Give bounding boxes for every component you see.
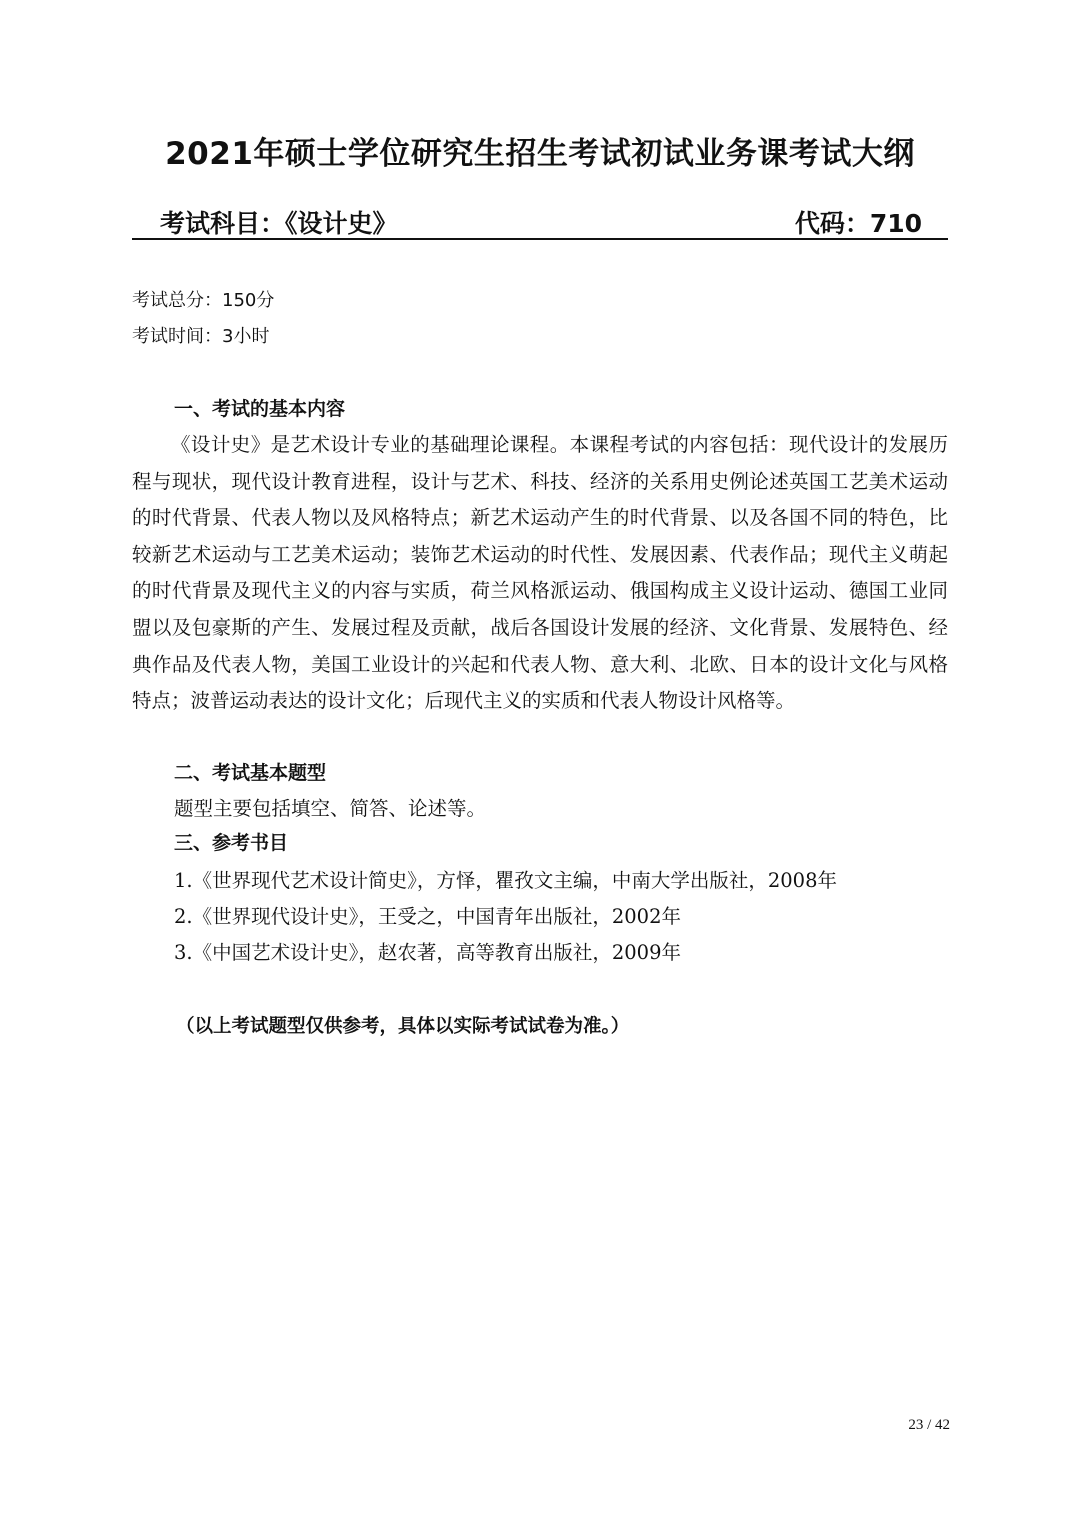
exam-code: 代码：710: [794, 209, 922, 238]
section-heading-references: 三、参考书目: [174, 832, 289, 854]
page-number: 23 / 42: [908, 1417, 950, 1433]
exam-time: 考试时间：3小时: [132, 326, 270, 347]
question-types-text: 题型主要包括填空、简答、论述等。: [174, 797, 487, 820]
reference-item: 1.《世界现代艺术设计简史》，方怿，瞿孜文主编，中南大学出版社，2008年: [174, 869, 837, 892]
exam-subject: 考试科目：《设计史》: [160, 209, 398, 238]
exam-note: （以上考试题型仅供参考，具体以实际考试试卷为准。）: [176, 1016, 630, 1037]
section-heading-question-types: 二、考试基本题型: [174, 762, 327, 784]
subject-row: [132, 204, 948, 240]
total-score: 考试总分：150分: [132, 290, 275, 311]
reference-item: 3.《中国艺术设计史》，赵农著，高等教育出版社，2009年: [174, 941, 681, 964]
section-heading-content: 一、考试的基本内容: [174, 398, 346, 420]
document-title: 2021年硕士学位研究生招生考试初试业务课考试大纲: [165, 136, 915, 172]
content-paragraph: 《设计史》是艺术设计专业的基础理论课程。本课程考试的内容包括：现代设计的发展历程与现状，现代设计教育进程，设计与艺术、科技、经济的关系用史例论述英国工艺美术运动的时代背景、代表人物以及风格特点；新艺术运动产生的时代背景、以及各国不同的特色，比较新艺术运动与工艺美术运动；装饰艺术运动的时代性、发展因素、代表作品；现代主义萌起的时代背景及现代主义的内容与实质，荷兰风格派运动、俄国构成主义设计运动、德国工业同盟以及包豪斯的产生、发展过程及贡献，战后各国设计发展的经济、文化背景、发展特色、经典作品及代表人物，美国工业设计的兴起和代表人物、意大利、北欧、日本的设计文化与风格特点；波普运动表达的设计文化；后现代主义的实质和代表人物设计风格等。: [132, 433, 948, 713]
reference-item: 2.《世界现代设计史》，王受之，中国青年出版社，2002年: [174, 905, 681, 928]
